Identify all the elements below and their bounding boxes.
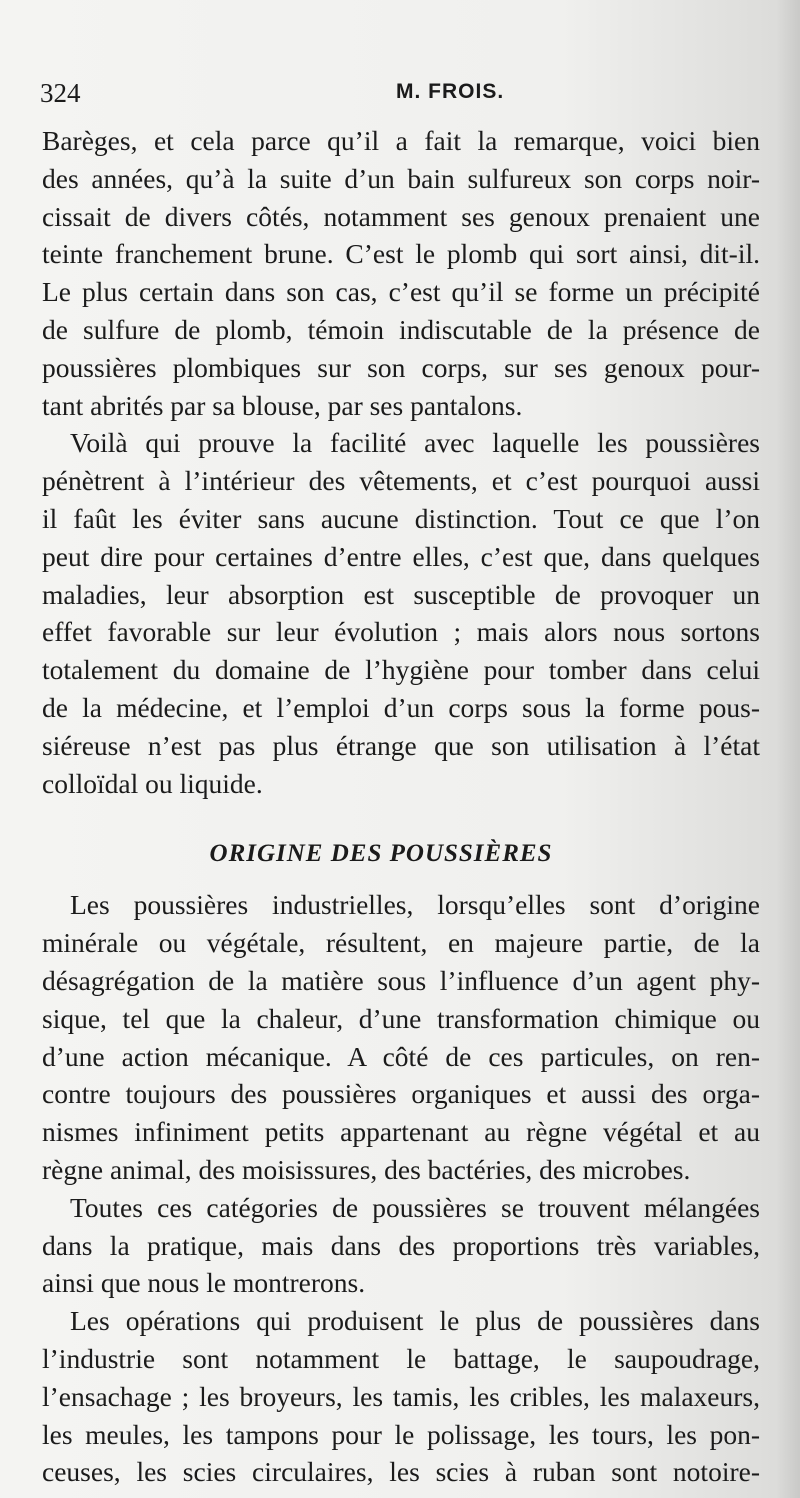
text-line: poussières plombiques sur son corps, sur ses genoux pour- [42, 351, 760, 383]
text-line: nismes infiniment petits appartenant au règne végétal et au [42, 1116, 760, 1148]
text-line: des années, qu’à la suite d’un bain sulfureux son corps noir- [42, 162, 760, 194]
text-line: Les poussières industrielles, lorsqu’elles sont d’origine [70, 889, 760, 921]
paragraph-3 [42, 886, 760, 1188]
running-head: M. FROIS. [396, 80, 505, 103]
text-line: siéreuse n’est pas plus étrange que son utilisation à l’état [42, 729, 760, 761]
text-line: Barèges, et cela parce qu’il a fait la remarque, voici bien [42, 125, 760, 156]
text-line: contre toujours des poussières organiques et aussi des orga- [42, 1078, 760, 1110]
text-line: règne animal, des moisissures, des bactéries, des microbes. [42, 1153, 691, 1185]
text-line: colloïdal ou liquide. [42, 767, 263, 799]
text-line: cissait de divers côtés, notamment ses genoux prenaient une [42, 200, 760, 232]
text-line: ceuses, les scies circulaires, les scies à ruban sont notoire- [42, 1456, 760, 1488]
text-line: ainsi que nous le montrerons. [42, 1267, 366, 1299]
text-line: minérale ou végétale, résultent, en majeure partie, de la [42, 927, 760, 959]
text-line: effet favorable sur leur évolution ; mais alors nous sortons [42, 616, 760, 648]
text-line: de la médecine, et l’emploi d’un corps sous la forme pous- [42, 691, 760, 723]
paragraph-1 [42, 122, 760, 424]
text-line: peut dire pour certaines d’entre elles, c’est que, dans quelques [42, 540, 760, 572]
text-line: il faût les éviter sans aucune distinction. Tout ce que l’on [42, 502, 760, 534]
text-line: pénètrent à l’intérieur des vêtements, et c’est pourquoi aussi [42, 465, 760, 497]
body-text [42, 122, 760, 1491]
paragraph-2 [42, 424, 760, 802]
text-line: de sulfure de plomb, témoin indiscutable de la présence de [42, 313, 760, 345]
text-line: Toutes ces catégories de poussières se trouvent mélangées [70, 1191, 760, 1223]
text-line: sique, tel que la chaleur, d’une transformation chimique ou [42, 1002, 760, 1034]
text-line: désagrégation de la matière sous l’influence d’un agent phy- [42, 964, 760, 996]
text-line: tant abrités par sa blouse, par ses pantalons. [42, 389, 523, 421]
text-line: dans la pratique, mais dans des proportions très variables, [42, 1229, 760, 1261]
section-heading: ORIGINE DES POUSSIÈRES [209, 840, 553, 868]
text-line: totalement du domaine de l’hygiène pour tomber dans celui [42, 654, 760, 686]
text-line: teinte franchement brune. C’est le plomb qui sort ainsi, dit-il. [42, 238, 760, 270]
paragraph-4 [42, 1189, 760, 1302]
text-line: Les opérations qui produisent le plus de poussières dans [70, 1305, 760, 1337]
text-line: Voilà qui prouve la facilité avec laquelle les poussières [70, 427, 760, 459]
text-line: les meules, les tampons pour le polissage, les tours, les pon- [42, 1418, 760, 1450]
paragraph-5 [42, 1302, 760, 1491]
text-line: maladies, leur absorption est susceptible de provoquer un [42, 578, 760, 610]
page-number: 324 [40, 78, 81, 108]
text-line: d’une action mécanique. A côté de ces particules, on ren- [42, 1040, 760, 1072]
text-line: l’industrie sont notamment le battage, le saupoudrage, [42, 1342, 760, 1374]
text-line: l’ensachage ; les broyeurs, les tamis, les cribles, les malaxeurs, [42, 1380, 760, 1412]
text-line: Le plus certain dans son cas, c’est qu’il se forme un précipité [42, 276, 760, 308]
page-header [40, 78, 760, 112]
